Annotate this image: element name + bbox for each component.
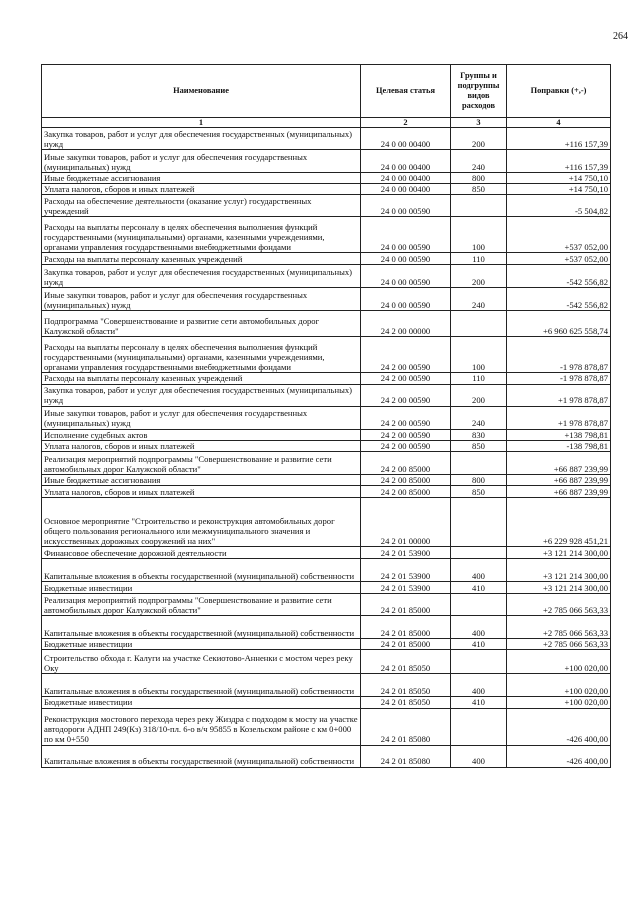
row-target-code: 24 2 01 53900 <box>361 559 451 582</box>
row-target-code: 24 2 01 85080 <box>361 745 451 767</box>
row-expense-group: 110 <box>451 373 507 384</box>
row-expense-group <box>451 650 507 674</box>
row-target-code: 24 0 00 00590 <box>361 265 451 288</box>
row-expense-group: 800 <box>451 173 507 184</box>
row-name: Бюджетные инвестиции <box>42 582 361 594</box>
col-number: 1 <box>42 118 361 128</box>
row-target-code: 24 2 00 85000 <box>361 475 451 486</box>
row-target-code: 24 0 00 00400 <box>361 128 451 150</box>
row-amendment: -1 978 878,87 <box>507 373 611 384</box>
row-target-code: 24 2 01 85000 <box>361 639 451 650</box>
row-name: Расходы на выплаты персоналу в целях обеспечения выполнения функций государственными (муниципальными) органами, казенными учреждениями, органами управления государственными внебюджетными фондами <box>42 217 361 253</box>
row-expense-group <box>451 498 507 547</box>
row-amendment: +100 020,00 <box>507 650 611 674</box>
row-target-code: 24 2 00 00590 <box>361 429 451 440</box>
col-number: 4 <box>507 118 611 128</box>
row-expense-group: 110 <box>451 253 507 265</box>
row-amendment: +66 887 239,99 <box>507 475 611 486</box>
row-name: Иные закупки товаров, работ и услуг для обеспечения государственных (муниципальных) нужд <box>42 288 361 311</box>
table-row <box>42 639 611 650</box>
row-amendment: +2 785 066 563,33 <box>507 616 611 639</box>
row-name: Иные закупки товаров, работ и услуг для обеспечения государственных (муниципальных) нужд <box>42 406 361 429</box>
budget-table <box>41 64 611 768</box>
row-name: Капитальные вложения в объекты государственной (муниципальной) собственности <box>42 745 361 767</box>
row-target-code: 24 2 00 00590 <box>361 440 451 451</box>
row-target-code: 24 2 00 00590 <box>361 406 451 429</box>
row-target-code: 24 0 00 00400 <box>361 150 451 173</box>
table-row <box>42 486 611 498</box>
col-number: 2 <box>361 118 451 128</box>
table-row <box>42 288 611 311</box>
row-name: Финансовое обеспечение дорожной деятельности <box>42 547 361 559</box>
row-target-code: 24 0 00 00590 <box>361 288 451 311</box>
row-target-code: 24 2 01 00000 <box>361 498 451 547</box>
table-row <box>42 547 611 559</box>
row-amendment: +116 157,39 <box>507 128 611 150</box>
table-row <box>42 745 611 767</box>
row-amendment: +66 887 239,99 <box>507 452 611 475</box>
row-amendment: -426 400,00 <box>507 708 611 745</box>
row-amendment: +100 020,00 <box>507 697 611 708</box>
row-amendment: -1 978 878,87 <box>507 337 611 373</box>
row-name: Закупка товаров, работ и услуг для обеспечения государственных (муниципальных) нужд <box>42 384 361 406</box>
row-name: Уплата налогов, сборов и иных платежей <box>42 440 361 451</box>
row-amendment: +2 785 066 563,33 <box>507 594 611 616</box>
row-name: Иные закупки товаров, работ и услуг для обеспечения государственных (муниципальных) нужд <box>42 150 361 173</box>
row-name: Подпрограмма "Совершенствование и развитие сети автомобильных дорог Калужской области" <box>42 311 361 337</box>
row-expense-group: 410 <box>451 639 507 650</box>
table-row <box>42 128 611 150</box>
row-amendment: +116 157,39 <box>507 150 611 173</box>
row-expense-group: 850 <box>451 440 507 451</box>
row-target-code: 24 2 00 00590 <box>361 384 451 406</box>
row-amendment: +1 978 878,87 <box>507 384 611 406</box>
row-amendment: -5 504,82 <box>507 195 611 217</box>
table-row <box>42 384 611 406</box>
table-row <box>42 184 611 195</box>
row-expense-group: 830 <box>451 429 507 440</box>
row-expense-group <box>451 547 507 559</box>
row-name: Строительство обхода г. Калуги на участке Секиотово-Анненки с мостом через реку Оку <box>42 650 361 674</box>
row-amendment: +2 785 066 563,33 <box>507 639 611 650</box>
row-target-code: 24 2 01 85000 <box>361 616 451 639</box>
row-name: Капитальные вложения в объекты государственной (муниципальной) собственности <box>42 559 361 582</box>
table-row <box>42 650 611 674</box>
header-amendment: Поправки (+,-) <box>507 65 611 118</box>
row-name: Иные бюджетные ассигнования <box>42 475 361 486</box>
table-row <box>42 452 611 475</box>
row-name: Бюджетные инвестиции <box>42 697 361 708</box>
row-expense-group: 410 <box>451 697 507 708</box>
row-name: Реконструкция мостового перехода через реку Жиздра с подходом к мосту на участке автодороги АДНП 249(Кз) 318/10-пл. 6-о в/ч 95855 в Козельском районе с км 0+000 по км 0+550 <box>42 708 361 745</box>
row-target-code: 24 2 01 53900 <box>361 582 451 594</box>
row-target-code: 24 0 00 00400 <box>361 184 451 195</box>
row-target-code: 24 2 00 85000 <box>361 486 451 498</box>
row-name: Уплата налогов, сборов и иных платежей <box>42 486 361 498</box>
row-expense-group: 200 <box>451 128 507 150</box>
row-amendment: -138 798,81 <box>507 440 611 451</box>
table-row <box>42 195 611 217</box>
row-amendment: +6 960 625 558,74 <box>507 311 611 337</box>
row-name: Реализация мероприятий подпрограммы "Совершенствование и развитие сети автомобильных дорог Калужской области" <box>42 594 361 616</box>
table-row <box>42 150 611 173</box>
row-target-code: 24 0 00 00590 <box>361 253 451 265</box>
row-amendment: +3 121 214 300,00 <box>507 559 611 582</box>
row-amendment: +537 052,00 <box>507 217 611 253</box>
row-expense-group: 200 <box>451 384 507 406</box>
row-amendment: +6 229 928 451,21 <box>507 498 611 547</box>
table-row <box>42 217 611 253</box>
table-row <box>42 708 611 745</box>
row-name: Бюджетные инвестиции <box>42 639 361 650</box>
row-target-code: 24 2 01 85000 <box>361 594 451 616</box>
row-expense-group: 100 <box>451 217 507 253</box>
header-group: Группы и подгруппы видов расходов <box>451 65 507 118</box>
table-row <box>42 337 611 373</box>
row-amendment: +138 798,81 <box>507 429 611 440</box>
row-expense-group: 800 <box>451 475 507 486</box>
row-target-code: 24 0 00 00590 <box>361 217 451 253</box>
row-target-code: 24 2 00 00590 <box>361 337 451 373</box>
row-name: Расходы на выплаты персоналу казенных учреждений <box>42 373 361 384</box>
row-amendment: -542 556,82 <box>507 265 611 288</box>
row-expense-group <box>451 594 507 616</box>
row-target-code: 24 2 00 00000 <box>361 311 451 337</box>
row-target-code: 24 2 01 85080 <box>361 708 451 745</box>
row-target-code: 24 2 01 85050 <box>361 650 451 674</box>
row-amendment: +537 052,00 <box>507 253 611 265</box>
row-expense-group <box>451 452 507 475</box>
table-row <box>42 311 611 337</box>
row-name: Капитальные вложения в объекты государственной (муниципальной) собственности <box>42 674 361 697</box>
table-row <box>42 594 611 616</box>
row-name: Капитальные вложения в объекты государственной (муниципальной) собственности <box>42 616 361 639</box>
row-target-code: 24 2 00 85000 <box>361 452 451 475</box>
row-name: Реализация мероприятий подпрограммы "Совершенствование и развитие сети автомобильных дорог Калужской области" <box>42 452 361 475</box>
page-number: 264 <box>613 31 628 42</box>
row-expense-group <box>451 195 507 217</box>
table-row <box>42 616 611 639</box>
table-row <box>42 674 611 697</box>
row-target-code: 24 0 00 00590 <box>361 195 451 217</box>
row-name: Иные бюджетные ассигнования <box>42 173 361 184</box>
table-body <box>42 128 611 768</box>
row-target-code: 24 2 00 00590 <box>361 373 451 384</box>
row-expense-group: 400 <box>451 745 507 767</box>
row-amendment: +100 020,00 <box>507 674 611 697</box>
table-row <box>42 373 611 384</box>
row-expense-group: 240 <box>451 150 507 173</box>
row-target-code: 24 0 00 00400 <box>361 173 451 184</box>
row-expense-group <box>451 708 507 745</box>
row-expense-group: 850 <box>451 486 507 498</box>
row-name: Основное мероприятие "Строительство и реконструкция автомобильных дорог общего пользования регионального или межмуниципального значения и искусственных дорожных сооружений на них" <box>42 498 361 547</box>
row-name: Закупка товаров, работ и услуг для обеспечения государственных (муниципальных) нужд <box>42 265 361 288</box>
table-row <box>42 475 611 486</box>
row-expense-group: 240 <box>451 406 507 429</box>
col-number: 3 <box>451 118 507 128</box>
table-row <box>42 697 611 708</box>
row-expense-group: 200 <box>451 265 507 288</box>
row-amendment: -542 556,82 <box>507 288 611 311</box>
table-row <box>42 406 611 429</box>
row-amendment: +3 121 214 300,00 <box>507 582 611 594</box>
row-name: Исполнение судебных актов <box>42 429 361 440</box>
row-target-code: 24 2 01 53900 <box>361 547 451 559</box>
table-row <box>42 582 611 594</box>
row-target-code: 24 2 01 85050 <box>361 674 451 697</box>
row-amendment: -426 400,00 <box>507 745 611 767</box>
header-name: Наименование <box>42 65 361 118</box>
row-amendment: +14 750,10 <box>507 173 611 184</box>
row-expense-group: 400 <box>451 674 507 697</box>
row-name: Расходы на обеспечение деятельности (оказание услуг) государственных учреждений <box>42 195 361 217</box>
row-expense-group: 400 <box>451 559 507 582</box>
row-expense-group: 850 <box>451 184 507 195</box>
row-expense-group: 410 <box>451 582 507 594</box>
row-name: Уплата налогов, сборов и иных платежей <box>42 184 361 195</box>
table-row <box>42 253 611 265</box>
row-amendment: +1 978 878,87 <box>507 406 611 429</box>
table-row <box>42 265 611 288</box>
row-name: Расходы на выплаты персоналу в целях обеспечения выполнения функций государственными (муниципальными) органами, казенными учреждениями, органами управления государственными внебюджетными фондами <box>42 337 361 373</box>
row-target-code: 24 2 01 85050 <box>361 697 451 708</box>
row-expense-group <box>451 311 507 337</box>
header-target: Целевая статья <box>361 65 451 118</box>
table-row <box>42 173 611 184</box>
row-expense-group: 100 <box>451 337 507 373</box>
row-name: Расходы на выплаты персоналу казенных учреждений <box>42 253 361 265</box>
row-amendment: +14 750,10 <box>507 184 611 195</box>
row-amendment: +66 887 239,99 <box>507 486 611 498</box>
row-expense-group: 240 <box>451 288 507 311</box>
table-row <box>42 498 611 547</box>
table-row <box>42 440 611 451</box>
row-name: Закупка товаров, работ и услуг для обеспечения государственных (муниципальных) нужд <box>42 128 361 150</box>
row-amendment: +3 121 214 300,00 <box>507 547 611 559</box>
table-row <box>42 429 611 440</box>
row-expense-group: 400 <box>451 616 507 639</box>
table-row <box>42 559 611 582</box>
